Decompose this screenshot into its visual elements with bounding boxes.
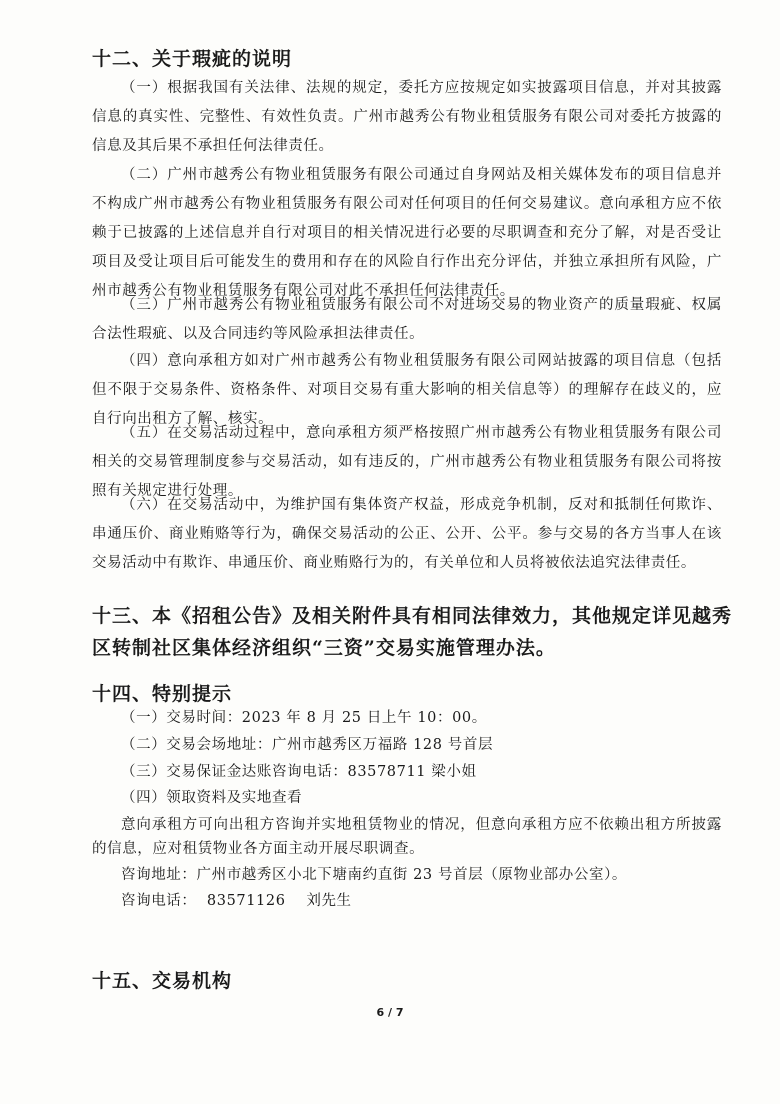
section-12-title: 十二、关于瑕疵的说明 (92, 48, 293, 70)
notice-trade-time: （一）交易时间：2023 年 8 月 25 日上午 10：00。 (121, 710, 487, 726)
section-12-paragraph-2: （二）广州市越秀公有物业租赁服务有限公司通过自身网站及相关媒体发布的项目信息并不构成广州市越秀公有物业租赁服务有限公司对任何项目的任何交易建议。意向承租方应不依赖于已披露的上述信息并自行对项目的相关情况进行必要的尽职调查和充分了解，对是否受让项目及受让项目后可能发生的费用和存在的风险自行作出充分评估，并独立承担所有风险，广州市越秀公有物业租赁服务有限公司对此不承担任何法律责任。 (92, 167, 722, 299)
section-12-paragraph-4: （四）意向承租方如对广州市越秀公有物业租赁服务有限公司网站披露的项目信息（包括但不限于交易条件、资格条件、对项目交易有重大影响的相关信息等）的理解存在歧义的，应自行向出租方了解、核实。 (92, 353, 722, 427)
page-number: 6 / 7 (376, 1006, 404, 1019)
contact-address: 咨询地址：广州市越秀区小北下塘南约直街 23 号首层（原物业部办公室）。 (121, 867, 628, 883)
notice-deposit-phone: （三）交易保证金达账咨询电话：83578711 梁小姐 (121, 764, 477, 780)
section-12-paragraph-5: （五）在交易活动过程中，意向承租方须严格按照广州市越秀公有物业租赁服务有限公司相关的交易管理制度参与交易活动，如有违反的，广州市越秀公有物业租赁服务有限公司将按照有关规定进行处理。 (92, 425, 722, 499)
section-13-title: 十三、本《招租公告》及相关附件具有相同法律效力，其他规定详见越秀区转制社区集体经济组织“三资”交易实施管理办法。 (92, 605, 733, 659)
notice-materials: （四）领取资料及实地查看 (121, 790, 303, 806)
section-12-paragraph-1: （一）根据我国有关法律、法规的规定，委托方应按规定如实披露项目信息，并对其披露信息的真实性、完整性、有效性负责。广州市越秀公有物业租赁服务有限公司对委托方披露的信息及其后果不承担任何法律责任。 (92, 80, 722, 154)
section-12-paragraph-6: （六）在交易活动中，为维护国有集体资产权益，形成竞争机制，反对和抵制任何欺诈、串通压价、商业贿赂等行为，确保交易活动的公正、公开、公平。参与交易的各方当事人在该交易活动中有欺诈、串通压价、商业贿赂行为的，有关单位和人员将被依法追究法律责任。 (92, 497, 722, 571)
section-14-title: 十四、特别提示 (92, 683, 233, 705)
section-15-title: 十五、交易机构 (92, 970, 233, 992)
contact-phone: 咨询电话： 83571126 刘先生 (121, 893, 352, 909)
section-12-paragraph-3: （三）广州市越秀公有物业租赁服务有限公司不对进场交易的物业资产的质量瑕疵、权属合法性瑕疵、以及合同违约等风险承担法律责任。 (92, 297, 722, 342)
notice-trade-venue: （二）交易会场地址：广州市越秀区万福路 128 号首层 (121, 737, 494, 753)
notice-paragraph: 意向承租方可向出租方咨询并实地租赁物业的情况，但意向承租方应不依赖出租方所披露的信息，应对租赁物业各方面主动开展尽职调查。 (92, 817, 722, 857)
